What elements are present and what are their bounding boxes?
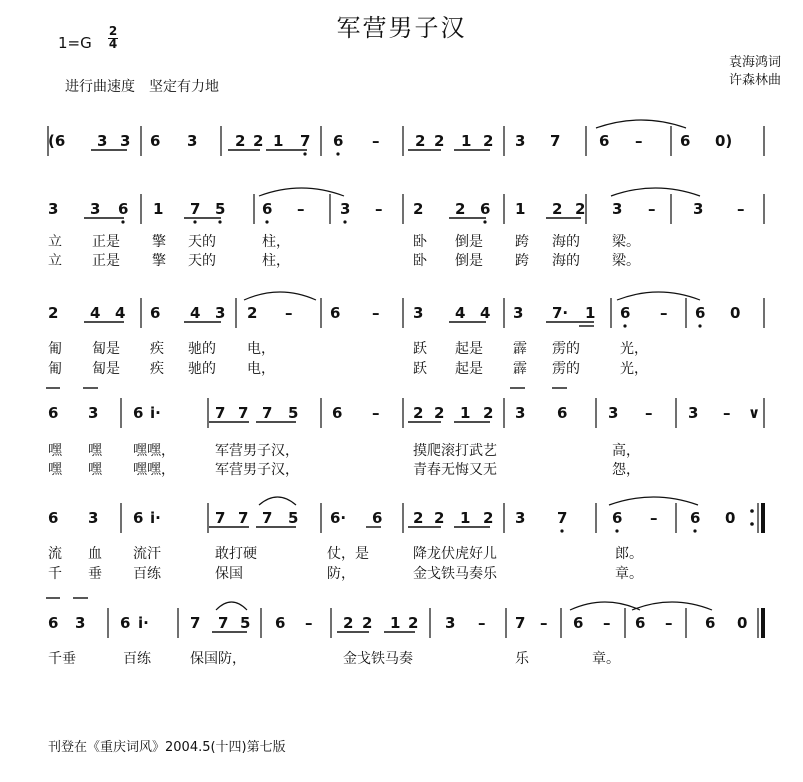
note: 1 bbox=[460, 509, 471, 527]
note: (6 bbox=[48, 132, 66, 150]
note: 6 bbox=[120, 614, 131, 632]
note: 1 bbox=[460, 404, 471, 422]
note: 3 bbox=[513, 304, 524, 322]
note: 7 bbox=[557, 509, 568, 527]
note: – bbox=[372, 404, 380, 422]
note: 6 bbox=[133, 404, 144, 422]
note: 6 bbox=[372, 509, 383, 527]
lyric: 军营男子汉， bbox=[215, 462, 299, 478]
lyric: 嘿 bbox=[48, 462, 62, 478]
note: – bbox=[635, 132, 643, 150]
note: 7 bbox=[218, 614, 229, 632]
note: – bbox=[297, 200, 305, 218]
repeat-barline bbox=[761, 503, 765, 533]
lyric: 海的 bbox=[552, 234, 580, 250]
note: 4 bbox=[190, 304, 201, 322]
lyric: 章。 bbox=[592, 651, 620, 667]
lyric: 起是 bbox=[455, 361, 483, 377]
lyric: 雳的 bbox=[552, 361, 580, 377]
lyric: 正是 bbox=[92, 234, 120, 250]
note: 1 bbox=[390, 614, 401, 632]
lyricist-credit: 袁海鸿词 bbox=[728, 55, 781, 70]
lyric: 海的 bbox=[552, 253, 580, 269]
note: – bbox=[540, 614, 548, 632]
note: 4 bbox=[455, 304, 466, 322]
note: – bbox=[372, 132, 380, 150]
note: 7 bbox=[262, 404, 273, 422]
score-system bbox=[48, 188, 764, 269]
note: 6 bbox=[620, 304, 631, 322]
note: 3 bbox=[413, 304, 424, 322]
note: – bbox=[645, 404, 653, 422]
lyric: 嘿嘿， bbox=[133, 443, 175, 459]
note: – bbox=[478, 614, 486, 632]
note: 2 bbox=[434, 404, 445, 422]
lyric: 立 bbox=[48, 234, 62, 250]
slur bbox=[617, 292, 700, 300]
lyric: 起是 bbox=[455, 341, 483, 357]
note: 3 bbox=[340, 200, 351, 218]
slur bbox=[244, 292, 316, 300]
note: 3 bbox=[515, 509, 526, 527]
note: 2 bbox=[253, 132, 264, 150]
lyric: 金戈铁马奏乐 bbox=[413, 566, 497, 582]
repeat-dot bbox=[750, 509, 754, 513]
note: 6 bbox=[48, 509, 59, 527]
lyric: 擎 bbox=[152, 234, 166, 250]
low-octave-dot bbox=[303, 152, 306, 155]
lyric: 疾 bbox=[150, 341, 164, 357]
low-octave-dot bbox=[336, 152, 339, 155]
lyric: 天的 bbox=[188, 234, 216, 250]
note: 6 bbox=[635, 614, 646, 632]
note: – bbox=[665, 614, 673, 632]
slur bbox=[596, 120, 686, 128]
note: i· bbox=[150, 404, 161, 422]
lyric: 百练 bbox=[123, 651, 151, 667]
low-octave-dot bbox=[693, 529, 696, 532]
note: 6 bbox=[557, 404, 568, 422]
note: 6 bbox=[690, 509, 701, 527]
note: 3 bbox=[215, 304, 226, 322]
lyric: 怨， bbox=[612, 462, 640, 478]
low-octave-dot bbox=[623, 324, 626, 327]
note: 7 bbox=[550, 132, 561, 150]
note: 3 bbox=[515, 404, 526, 422]
note: i· bbox=[138, 614, 149, 632]
note: 3 bbox=[187, 132, 198, 150]
note: 0 bbox=[730, 304, 741, 322]
note: 0) bbox=[715, 132, 733, 150]
note: 2 bbox=[362, 614, 373, 632]
low-octave-dot bbox=[218, 220, 221, 223]
note: 5 bbox=[240, 614, 251, 632]
lyric: 保国 bbox=[215, 566, 243, 582]
lyric: 保国防， bbox=[190, 651, 246, 667]
lyric: 正是 bbox=[92, 253, 120, 269]
note: 3 bbox=[48, 200, 59, 218]
score-system bbox=[48, 292, 764, 377]
note: – bbox=[723, 404, 731, 422]
meter-bottom: 4 bbox=[108, 37, 118, 51]
low-octave-dot bbox=[121, 220, 124, 223]
lyric: 光， bbox=[620, 341, 648, 357]
note: 6 bbox=[48, 614, 59, 632]
note: 6 bbox=[612, 509, 623, 527]
lyric: 千 bbox=[48, 566, 62, 582]
note: – bbox=[648, 200, 656, 218]
note: 3 bbox=[515, 132, 526, 150]
note: 6 bbox=[333, 132, 344, 150]
slur bbox=[216, 602, 247, 610]
slur bbox=[259, 497, 296, 505]
score-system bbox=[46, 598, 765, 667]
key-signature: 1=G bbox=[58, 34, 92, 52]
slur bbox=[259, 188, 344, 196]
note: 5 bbox=[288, 404, 299, 422]
lyric: 百练 bbox=[133, 566, 161, 582]
note: 6 bbox=[275, 614, 286, 632]
lyric: 血 bbox=[88, 546, 102, 562]
note: – bbox=[650, 509, 658, 527]
note: 0 bbox=[737, 614, 748, 632]
note: – bbox=[305, 614, 313, 632]
note: 5 bbox=[215, 200, 226, 218]
lyric: 千垂 bbox=[48, 651, 76, 667]
note: – bbox=[660, 304, 668, 322]
note: 3 bbox=[88, 404, 99, 422]
lyric: 驰的 bbox=[188, 361, 216, 377]
note: 3 bbox=[688, 404, 699, 422]
note: 2 bbox=[413, 509, 424, 527]
lyric: 青春无悔又无 bbox=[413, 462, 497, 478]
note: 3 bbox=[612, 200, 623, 218]
note: 7 bbox=[215, 404, 226, 422]
note: 4 bbox=[480, 304, 491, 322]
lyric: 卧 bbox=[413, 253, 427, 269]
lyric: 章。 bbox=[615, 566, 643, 582]
lyric: 军营男子汉， bbox=[215, 443, 299, 459]
song-title: 军营男子汉 bbox=[336, 14, 467, 42]
lyric: 跃 bbox=[413, 361, 427, 377]
low-octave-dot bbox=[698, 324, 701, 327]
note: 6 bbox=[680, 132, 691, 150]
note: 6 bbox=[150, 304, 161, 322]
lyric: 匍 bbox=[48, 361, 62, 377]
note: 2 bbox=[483, 509, 494, 527]
lyric: 金戈铁马奏 bbox=[343, 651, 413, 667]
note: 6 bbox=[705, 614, 716, 632]
note: 1 bbox=[515, 200, 526, 218]
note: 2 bbox=[408, 614, 419, 632]
lyric: 卧 bbox=[413, 234, 427, 250]
lyric: 擎 bbox=[152, 253, 166, 269]
note: 6 bbox=[262, 200, 273, 218]
note: – bbox=[603, 614, 611, 632]
low-octave-dot bbox=[265, 220, 268, 223]
note: 6 bbox=[48, 404, 59, 422]
note: 1 bbox=[461, 132, 472, 150]
slur bbox=[609, 497, 698, 505]
low-octave-dot bbox=[560, 529, 563, 532]
note: 2 bbox=[247, 304, 258, 322]
lyric: 霹 bbox=[513, 361, 527, 377]
tempo-marking: 进行曲速度 坚定有力地 bbox=[65, 79, 219, 95]
slur bbox=[611, 188, 700, 196]
note: 1 bbox=[153, 200, 164, 218]
lyric: 倒是 bbox=[455, 253, 483, 269]
final-barline bbox=[761, 608, 765, 638]
note: 3 bbox=[75, 614, 86, 632]
note: 2 bbox=[434, 132, 445, 150]
lyric: 乐 bbox=[515, 651, 529, 667]
note: 6 bbox=[118, 200, 129, 218]
lyric: 倒是 bbox=[455, 234, 483, 250]
low-octave-dot bbox=[193, 220, 196, 223]
note: 6 bbox=[599, 132, 610, 150]
lyric: 嘿 bbox=[88, 462, 102, 478]
lyric: 流汗 bbox=[133, 546, 161, 562]
note: 7· bbox=[552, 304, 569, 322]
lyric: 柱， bbox=[262, 253, 290, 269]
low-octave-dot bbox=[483, 220, 486, 223]
note: – bbox=[737, 200, 745, 218]
lyric: 摸爬滚打武艺 bbox=[413, 443, 497, 459]
note: 2 bbox=[575, 200, 586, 218]
note: – bbox=[375, 200, 383, 218]
lyric: 匍 bbox=[48, 341, 62, 357]
score-system bbox=[46, 388, 764, 478]
repeat-dot bbox=[750, 522, 754, 526]
note: 2 bbox=[413, 404, 424, 422]
lyric: 电， bbox=[247, 361, 275, 377]
note: 1 bbox=[273, 132, 284, 150]
lyric: 天的 bbox=[188, 253, 216, 269]
note: 2 bbox=[483, 132, 494, 150]
note: 7 bbox=[262, 509, 273, 527]
lyric: 跃 bbox=[413, 341, 427, 357]
note: 4 bbox=[90, 304, 101, 322]
note: 1 bbox=[585, 304, 596, 322]
note: – bbox=[372, 304, 380, 322]
lyric: 疾 bbox=[150, 361, 164, 377]
lyric: 跨 bbox=[515, 234, 529, 250]
note: 7 bbox=[238, 404, 249, 422]
lyric: 嘿 bbox=[48, 443, 62, 459]
note: 5 bbox=[288, 509, 299, 527]
note: 6 bbox=[150, 132, 161, 150]
lyric: 降龙伏虎好儿 bbox=[413, 546, 497, 562]
lyric: 霹 bbox=[513, 341, 527, 357]
lyric: 匐是 bbox=[92, 361, 120, 377]
note: 6 bbox=[695, 304, 706, 322]
note: 3 bbox=[445, 614, 456, 632]
lyric: 垂 bbox=[88, 566, 102, 582]
note: 2 bbox=[415, 132, 426, 150]
lyric: 敢打硬 bbox=[215, 546, 257, 562]
lyric: 跨 bbox=[515, 253, 529, 269]
slur bbox=[570, 602, 640, 610]
note: 3 bbox=[693, 200, 704, 218]
note: 2 bbox=[483, 404, 494, 422]
lyric: 电， bbox=[247, 341, 275, 357]
note: 4 bbox=[115, 304, 126, 322]
note: 6 bbox=[330, 304, 341, 322]
score-system bbox=[48, 497, 765, 582]
note: 7 bbox=[190, 614, 201, 632]
lyric: 高， bbox=[612, 443, 640, 459]
lyric: 梁。 bbox=[612, 234, 640, 250]
note: 0 bbox=[725, 509, 736, 527]
note: 2 bbox=[413, 200, 424, 218]
low-octave-dot bbox=[615, 529, 618, 532]
note: 7 bbox=[190, 200, 201, 218]
note: 7 bbox=[515, 614, 526, 632]
lyric: 光， bbox=[620, 361, 648, 377]
note: 6 bbox=[480, 200, 491, 218]
note: i· bbox=[150, 509, 161, 527]
note: ∨ bbox=[748, 404, 761, 422]
lyric: 流 bbox=[48, 546, 62, 562]
note: 3 bbox=[88, 509, 99, 527]
publication-note: 刊登在《重庆词风》2004.5(十四)第七版 bbox=[48, 740, 286, 755]
note: 7 bbox=[300, 132, 311, 150]
slur bbox=[632, 602, 712, 610]
note: 3 bbox=[90, 200, 101, 218]
lyric: 雳的 bbox=[552, 341, 580, 357]
lyric: 匐是 bbox=[92, 341, 120, 357]
lyric: 仗，是 bbox=[327, 546, 369, 562]
note: 7 bbox=[238, 509, 249, 527]
composer-credit: 许森林曲 bbox=[728, 73, 781, 88]
note: 2 bbox=[552, 200, 563, 218]
lyric: 梁。 bbox=[612, 253, 640, 269]
lyric: 驰的 bbox=[188, 341, 216, 357]
note: 2 bbox=[455, 200, 466, 218]
note: 3 bbox=[120, 132, 131, 150]
note: – bbox=[285, 304, 293, 322]
note: 6 bbox=[332, 404, 343, 422]
meter-top: 2 bbox=[108, 24, 118, 38]
score-system bbox=[48, 120, 764, 156]
lyric: 柱， bbox=[262, 234, 290, 250]
low-octave-dot bbox=[343, 220, 346, 223]
note: 6 bbox=[133, 509, 144, 527]
note: 3 bbox=[97, 132, 108, 150]
note: 7 bbox=[215, 509, 226, 527]
note: 6 bbox=[573, 614, 584, 632]
lyric: 嘿嘿， bbox=[133, 462, 175, 478]
note: 2 bbox=[48, 304, 59, 322]
note: 3 bbox=[608, 404, 619, 422]
lyric: 嘿 bbox=[88, 443, 102, 459]
note: 2 bbox=[235, 132, 246, 150]
note: 6· bbox=[330, 509, 347, 527]
lyric: 防， bbox=[327, 566, 355, 582]
lyric: 立 bbox=[48, 253, 62, 269]
note: 2 bbox=[434, 509, 445, 527]
lyric: 郎。 bbox=[615, 546, 643, 562]
note: 2 bbox=[343, 614, 354, 632]
